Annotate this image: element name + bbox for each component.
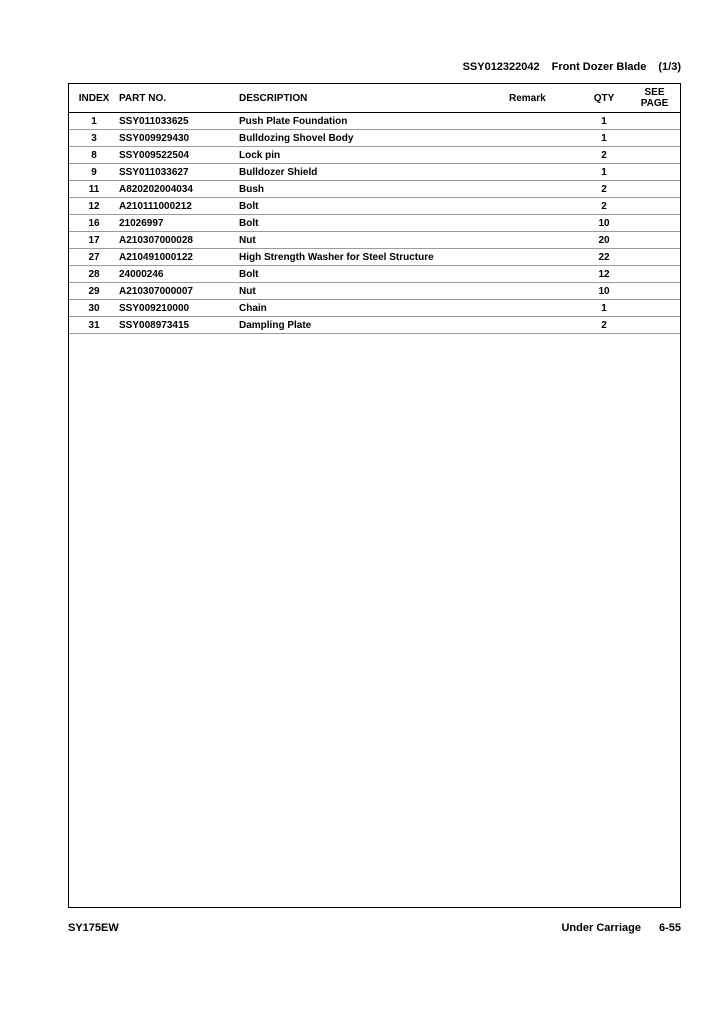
cell-index: 9	[69, 164, 119, 181]
page-header	[463, 61, 681, 73]
cell-part-no: A210307000007	[119, 283, 239, 300]
cell-remark	[509, 232, 579, 249]
cell-see-page	[629, 215, 680, 232]
cell-index: 30	[69, 300, 119, 317]
footer-section: Under Carriage	[561, 922, 641, 934]
cell-index: 28	[69, 266, 119, 283]
table-row	[69, 317, 680, 334]
cell-index: 3	[69, 130, 119, 147]
cell-remark	[509, 283, 579, 300]
cell-see-page	[629, 317, 680, 334]
cell-description: Dampling Plate	[239, 317, 509, 334]
cell-description: Bush	[239, 181, 509, 198]
cell-index: 27	[69, 249, 119, 266]
assembly-title: Front Dozer Blade	[551, 61, 647, 73]
cell-description: Bulldozer Shield	[239, 164, 509, 181]
table-row	[69, 300, 680, 317]
cell-part-no: SSY008973415	[119, 317, 239, 334]
cell-remark	[509, 198, 579, 215]
cell-index: 16	[69, 215, 119, 232]
cell-remark	[509, 300, 579, 317]
cell-part-no: SSY009522504	[119, 147, 239, 164]
table-row	[69, 283, 680, 300]
cell-qty: 12	[579, 266, 629, 283]
sheet-count: (1/3)	[658, 61, 681, 73]
table-row	[69, 113, 680, 130]
cell-qty: 2	[579, 198, 629, 215]
col-qty: QTY	[579, 84, 629, 113]
col-see-page-line1: SEE	[644, 87, 665, 98]
table-row	[69, 215, 680, 232]
cell-description: Nut	[239, 232, 509, 249]
cell-index: 1	[69, 113, 119, 130]
cell-see-page	[629, 249, 680, 266]
cell-qty: 20	[579, 232, 629, 249]
col-description: DESCRIPTION	[239, 84, 509, 113]
table-row	[69, 164, 680, 181]
cell-remark	[509, 249, 579, 266]
cell-qty: 1	[579, 164, 629, 181]
cell-remark	[509, 164, 579, 181]
cell-part-no: A820202004034	[119, 181, 239, 198]
col-see-page-line2: PAGE	[640, 98, 669, 109]
cell-part-no: A210491000122	[119, 249, 239, 266]
cell-remark	[509, 113, 579, 130]
cell-qty: 22	[579, 249, 629, 266]
cell-description: Bolt	[239, 198, 509, 215]
parts-table	[69, 84, 680, 334]
cell-see-page	[629, 266, 680, 283]
cell-remark	[509, 147, 579, 164]
parts-list-frame	[68, 83, 681, 908]
cell-description: Bolt	[239, 215, 509, 232]
cell-part-no: A210307000028	[119, 232, 239, 249]
cell-index: 31	[69, 317, 119, 334]
cell-part-no: SSY009210000	[119, 300, 239, 317]
table-row	[69, 147, 680, 164]
cell-see-page	[629, 300, 680, 317]
cell-remark	[509, 215, 579, 232]
cell-description: Bulldozing Shovel Body	[239, 130, 509, 147]
cell-see-page	[629, 147, 680, 164]
cell-description: Push Plate Foundation	[239, 113, 509, 130]
page-footer	[561, 922, 681, 934]
cell-part-no: SSY009929430	[119, 130, 239, 147]
cell-description: Chain	[239, 300, 509, 317]
cell-part-no: A210111000212	[119, 198, 239, 215]
table-body	[69, 113, 680, 334]
cell-qty: 1	[579, 113, 629, 130]
table-row	[69, 266, 680, 283]
cell-qty: 10	[579, 283, 629, 300]
table-row	[69, 232, 680, 249]
cell-remark	[509, 266, 579, 283]
cell-see-page	[629, 283, 680, 300]
cell-qty: 10	[579, 215, 629, 232]
col-index: INDEX	[69, 84, 119, 113]
cell-part-no: SSY011033627	[119, 164, 239, 181]
cell-description: Lock pin	[239, 147, 509, 164]
table-header-row	[69, 84, 680, 113]
cell-see-page	[629, 130, 680, 147]
footer-page-number: 6-55	[658, 922, 681, 934]
cell-qty: 2	[579, 317, 629, 334]
cell-remark	[509, 317, 579, 334]
cell-see-page	[629, 232, 680, 249]
cell-see-page	[629, 198, 680, 215]
cell-part-no: SSY011033625	[119, 113, 239, 130]
cell-see-page	[629, 164, 680, 181]
cell-see-page	[629, 181, 680, 198]
cell-description: Nut	[239, 283, 509, 300]
cell-index: 11	[69, 181, 119, 198]
cell-index: 12	[69, 198, 119, 215]
cell-index: 8	[69, 147, 119, 164]
cell-description: Bolt	[239, 266, 509, 283]
table-row	[69, 249, 680, 266]
cell-remark	[509, 181, 579, 198]
table-row	[69, 181, 680, 198]
footer-model: SY175EW	[68, 922, 119, 934]
col-part-no: PART NO.	[119, 84, 239, 113]
cell-qty: 1	[579, 300, 629, 317]
cell-description: High Strength Washer for Steel Structure	[239, 249, 509, 266]
cell-part-no: 24000246	[119, 266, 239, 283]
cell-index: 17	[69, 232, 119, 249]
assembly-code: SSY012322042	[462, 61, 540, 73]
col-remark: Remark	[509, 84, 579, 113]
cell-remark	[509, 130, 579, 147]
table-row	[69, 198, 680, 215]
cell-part-no: 21026997	[119, 215, 239, 232]
table-row	[69, 130, 680, 147]
col-see-page	[629, 84, 680, 113]
cell-see-page	[629, 113, 680, 130]
cell-index: 29	[69, 283, 119, 300]
cell-qty: 2	[579, 147, 629, 164]
cell-qty: 1	[579, 130, 629, 147]
cell-qty: 2	[579, 181, 629, 198]
